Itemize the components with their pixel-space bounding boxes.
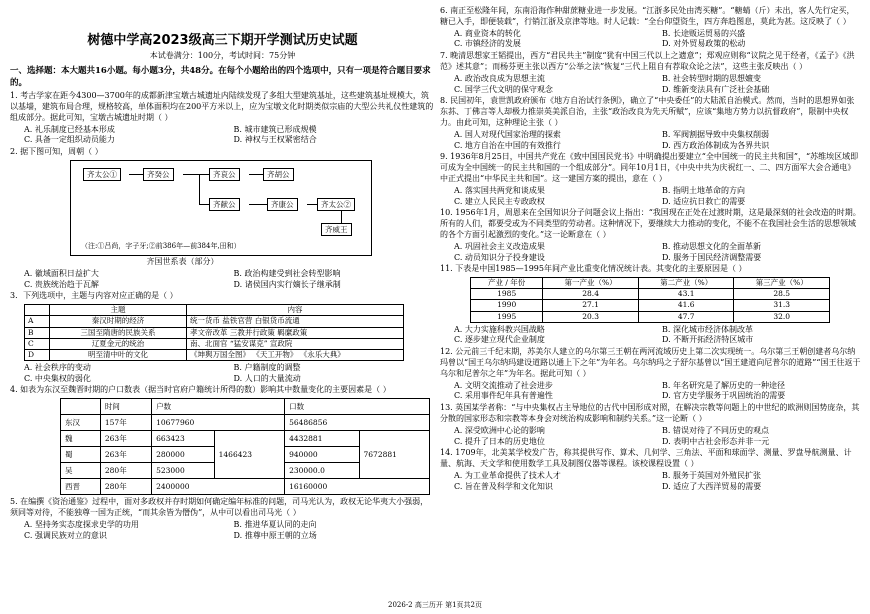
table-cell: 230000.0 [285,463,359,479]
connector [129,174,143,175]
node-qi-xiangong: 齐献公 [209,198,240,211]
option-d: D. 神权与王权紧密结合 [233,135,317,145]
table-header: 户数 [152,399,285,415]
option-a: A. 商业资本的转化 [454,28,521,38]
question-5-options [10,520,435,542]
question-3: 3．下列选项中，主题与内容对应正确的是（ ） [10,291,178,301]
question-11: 11. 下表是中国1985—1995年间产业比重变化情况统计表。其变化的主要原因是（ ） [440,264,747,274]
option-d: D. 西方政治体制成为各界共识 [662,140,770,150]
question-6: 6. 南正至松隆年间，东南沿海作种甜蔗糖业进一步发展。“江浙多民处由湾买糖”。“糖蜻（斤）未出，客人先行定买，糖已入手，即便装载”，行销江浙及京津等地。时人记载：“全台仰望资生，四方奔趋图息，莫此为甚。这反映了（ ） [440,6,855,26]
node-qi-taigong: 齐太公① [83,168,121,181]
table-cell: 31.3 [734,300,830,311]
question-3-options [10,363,435,385]
option-c: C. 地方自治在中国的有效推行 [454,140,561,150]
table-cell: 南、北面官 “猛安谋克” 宣政院 [187,338,404,349]
option-a: A. 深受欧洲中心论的影响 [454,425,545,435]
table-cell: 《坤舆万国全图》 《天工开物》 《永乐大典》 [187,349,404,360]
table-row [25,349,404,360]
table-header: 第一产业（%） [543,278,639,289]
table-cell: 523000 [152,463,215,479]
table-header: 口数 [285,399,430,415]
option-a: A. 徽域面积日益扩大 [24,268,99,278]
table-header: 时间 [100,399,151,415]
question-10-options [440,242,862,264]
question-13: 13. 英国某学者称：“与中央集权占主导地位的古代中国形成对照，在解决宗教等问题上的中世纪的欧洲则国势庞杂，其分散的国家形态和宗教等本身会对统治构成影响和制约关系。”这一论断（ ） [440,403,860,423]
connector [199,174,200,204]
option-b: B. 年名研究是了解历史的一种途径 [662,380,785,390]
table-row [25,327,404,338]
option-b: B. 指明土地革命的方向 [662,185,745,195]
option-c: C. 动员知识分子投身建设 [454,252,545,262]
question-4-table [60,398,430,495]
question-7-options [440,74,862,96]
table-cell: 263年 [100,431,151,447]
option-c: C. 旨在普及科学和文化知识 [454,481,553,491]
table-cell: 28.4 [543,289,639,300]
question-10: 10. 1956年1月，周恩来在全国知识分子问题会议上指出：“我国现在正处在过渡时期，这是最深刻的社会改造的时期。所有的人们，都要受或为不同类型的劳动者。这种情况下，要继续大力推动的变化，不能不在我国社会生活的思想领域的各个方面引起激烈的变化。”这一论断意在（ ） [440,208,861,239]
option-a: A. 礼乐制度已经基本形成 [24,124,115,134]
table-header: 主题 [50,305,187,316]
table-cell: 10677960 [152,415,285,431]
table-cell: 32.0 [734,311,830,322]
table-cell: 1985 [471,289,543,300]
question-8-options [440,130,862,152]
diagram-note: （注:①吕尚，字子牙;②前386年—前384年,田和） [81,241,241,250]
connector [249,174,263,175]
question-7: 7. 晚清思想家王韬提出，西方“君民共主”制度“犹有中国三代以上之遗意”；郑观应则称“议院之见于经者，《孟子》《洪范》述其意”；而杨芬更主张以西方“公举之法”恢复“三代上阻自有荐取众论之法”，这些主张反映出（ ） [440,51,855,71]
table-cell: 263年 [100,447,151,463]
option-c: C. 中央集权的弱化 [24,373,91,383]
table-cell: 辽夏金元的统治 [50,338,187,349]
table-header: 第二产业（%） [638,278,734,289]
question-13-options [440,426,862,448]
question-4: 4. 如表为东汉至魏晋时期的户口数表（据当时官府户籍统计所得的数）影响其中数量变化的主要因素是（ ） [10,385,391,395]
option-a: A. 政治改良成为思想主流 [454,73,545,83]
table-cell: 280年 [100,479,151,495]
page-footer: 2026-2 高三历开 第1页共2页 [388,600,482,609]
option-b: B. 长途贩运贸易的兴盛 [662,28,745,38]
table-row [25,316,404,327]
table-cell: C [25,338,50,349]
table-cell: 4432881 [285,431,359,447]
option-c: C. 国学三代文明的保守观念 [454,84,553,94]
table-cell: 663423 [152,431,215,447]
question-2: 2. 据下图可知，周朝（ ） [10,147,103,157]
table-cell: 280年 [100,463,151,479]
question-1: 1. 考古学家在距今4300—3700年的成都新津宝墩古城遗址内陆续发现了多组大型建筑基址，这些建筑基址规模大，筑以基墙，建筑布局合理，规格较高，单体面积均在200平方米以上，应为宝墩文化时期类似宗庙的大型公共礼仪性建筑的组成部分。据此可知，宝墩古城遗址时期（ ） [10,91,434,122]
option-b: B. 户籍制度的调整 [233,362,301,372]
table-cell: D [25,349,50,360]
table-cell: 统一货币 盐铁官营 白银货币流通 [187,316,404,327]
table-cell: 西晋 [61,479,101,495]
table-row [61,431,430,447]
table-cell: 1995 [471,311,543,322]
node-qi-aigong: 齐哀公 [209,168,240,181]
genealogy-diagram [70,160,372,256]
option-a: A. 坚持务实态度探求史学的功用 [24,519,139,529]
table-header: 内容 [187,305,404,316]
table-cell: 魏 [61,431,101,447]
node-qi-guigong: 齐癸公 [143,168,174,181]
table-row [471,311,830,322]
option-d: D. 推尊中原王朝的立场 [233,530,317,540]
option-a: A. 为工业革命提供了技术人才 [454,470,561,480]
connector [307,204,317,205]
question-9: 9. 1936年8月25日，中国共产党在《致中国国民党书》中明确提出要建立“全中国统一的民主共和国”，“苏维埃区域即可成为全中国统一的民主共和国的一个组成部分”。同年10月1日，《中央中共为庆祝红一、二、四方面军大会合通电》中正式提出“中华民主共和国”。这一建国方案的提出，意在（ ） [440,152,859,183]
table-cell: 47.7 [638,311,734,322]
exam-info: 本试卷满分：100分，考试时间：75分钟 [149,50,296,60]
option-a: A. 巩固社会主义改造成果 [454,241,545,251]
table-cell: 41.6 [638,300,734,311]
table-cell: 孝文帝改革 三教并行政策 羁縻政策 [187,327,404,338]
left-column [10,6,435,541]
question-6-options [440,29,862,51]
connector [183,174,199,175]
table-cell-total: 1466423 [214,431,284,479]
table-cell: 43.1 [638,289,734,300]
table-header-row [61,399,430,415]
question-12-options [440,381,862,403]
node-qi-kanggong: 齐康公 [267,198,298,211]
table-cell: 明至清中叶的文化 [50,349,187,360]
option-c: C. 贵族统治趋于瓦解 [24,279,99,289]
question-11-options [440,325,862,347]
question-5: 5. 在编撰《资治通鉴》过程中，面对多政权并存时期如何确定编年标准的问题，司马光认为，政权无论华夷大小强弱，须同等对待，不能独尊一国为正统，“而其余皆为僭伪”，从中可以看出司马光（ ） [10,497,429,518]
node-qi-weiwang: 齐威王 [321,223,352,236]
option-b: B. 推动思想文化的全面革新 [662,241,761,251]
section-heading: 一、选择题：本大题共16小题。每小题3分，共48分。在每个小题给出的四个选项中，只有一项是符合题目要求的。 [10,66,431,88]
option-a: A. 国人对现代国家治理的探索 [454,129,561,139]
option-b: B. 深化城市经济体制改革 [662,324,753,334]
table-cell: 吴 [61,463,101,479]
table-cell: 20.3 [543,311,639,322]
option-c: C. 市镇经济的发展 [454,39,521,49]
table-row [471,300,830,311]
option-d: D. 适应了大西洋贸易的需要 [662,481,762,491]
table-header: 产业 / 年份 [471,278,543,289]
question-12: 12. 公元前三千纪末期，苏美尔人建立的乌尔第三王朝在两河流域历史上第二次实现统一。乌尔第三王朝创建者乌尔纳玛曾以“国王乌尔纳玛建设道路以通上下之年”为年名。乌尔纳玛之子舒尔基曾以“国王建道向尼普尔的道路”“国王往返于乌尔和尼普尔之年”为年名。据此可知（ ） [440,347,861,378]
option-d: D. 不断开拓经济特区城市 [662,335,754,345]
right-column [440,6,862,493]
option-b: B. 社会转型时期的思想嬗变 [662,73,761,83]
table-cell: 三国至隋唐的民族关系 [50,327,187,338]
option-d: D. 服务于国民经济调整需要 [662,252,762,262]
table-row [25,338,404,349]
question-9-options [440,186,862,208]
option-b: B. 错误对待了不同历史的观点 [662,425,769,435]
option-b: B. 服务于英国对外殖民扩张 [662,470,761,480]
question-3-table [24,304,404,361]
table-cell: 940000 [285,447,359,463]
option-d: D. 适应抗日救亡的需要 [662,196,746,206]
option-d: D. 诸侯国内实行嫡长子继承制 [233,279,341,289]
option-d: D. 官方史学服务于巩固统治的需要 [662,391,786,401]
option-b: B. 推进华夏认同的走向 [233,519,317,529]
connector [249,204,267,205]
table-cell: 蜀 [61,447,101,463]
table-cell: 1990 [471,300,543,311]
table-header [61,399,101,415]
table-cell: 157年 [100,415,151,431]
table-cell: 28.5 [734,289,830,300]
option-d: D. 表明中古社会形态并非一元 [662,436,770,446]
node-qi-hugong: 齐胡公 [263,168,294,181]
question-8: 8. 民国初年，袁世凯政府颁布《地方自治试行条例》，确立了“中央委任”的大陆派自治模式。然而，当时的思想界如张东荪、丁佛言等人却极力推崇英美派自治，主张“政治改良为先天所赋”，应该“集地方势力以抗督政府”，限制中央权力。由此可知，这种理论主张（ ） [440,96,855,127]
option-d: D. 对外贸易政策的松动 [662,39,746,49]
option-b: B. 城市建筑已形成规模 [233,124,317,134]
option-c: C. 采用事件纪年具有普遍性 [454,391,553,401]
question-11-table [470,277,830,323]
table-cell: 27.1 [543,300,639,311]
option-a: A. 社会秩序的变动 [24,362,91,372]
option-b: B. 政治构建受到社会转型影响 [233,268,341,278]
option-c: C. 具备一定组织动员能力 [24,135,115,145]
question-14: 14. 1709年，北美某学校发广告，称其提供写作、算术、几何学、三角法、平面和球面学、测量、罗盘导航测量、计量、航海、天文学和使用数学工具及制图仪器等课程。该校课程设置（ ） [440,448,852,469]
table-cell: 2400000 [152,479,285,495]
node-qi-taigong-2: 齐太公② [317,198,355,211]
table-cell: B [25,327,50,338]
table-row [471,289,830,300]
option-a: A. 落实国共两党和谈成果 [454,185,545,195]
table-cell: 16160000 [285,479,430,495]
option-c: C. 建立人民民主专政政权 [454,196,545,206]
table-header-row [25,305,404,316]
option-b: B. 军阀割据导致中央集权削弱 [662,129,769,139]
table-header: 第三产业（%） [734,278,830,289]
diagram-caption: 齐国世系表（部分） [146,257,219,267]
connector [341,211,342,223]
question-14-options [440,471,862,493]
question-2-options [10,269,435,291]
option-d: D. 人口的大量流动 [233,373,301,383]
page-title: 树德中学高2023级高三下期开学测试历史试题 [87,33,358,48]
option-a: A. 大力实施科教兴国战略 [454,324,545,334]
table-row [61,479,430,495]
table-cell: 秦汉时期的经济 [50,316,187,327]
table-header [25,305,50,316]
option-c: C. 逐步建立现代企业制度 [454,335,545,345]
connector [199,174,209,175]
table-header-row [471,278,830,289]
option-c: C. 提升了日本的历史地位 [454,436,545,446]
table-cell: 东汉 [61,415,101,431]
connector [199,204,209,205]
table-cell: A [25,316,50,327]
table-row [61,415,430,431]
table-cell-total: 7672881 [359,431,430,479]
option-a: A. 文明交流推动了社会进步 [454,380,553,390]
table-cell: 56486856 [285,415,430,431]
option-c: C. 强调民族对立的意识 [24,530,107,540]
option-d: D. 维新变法具有广泛社会基础 [662,84,770,94]
table-cell: 280000 [152,447,215,463]
question-1-options [10,125,435,147]
